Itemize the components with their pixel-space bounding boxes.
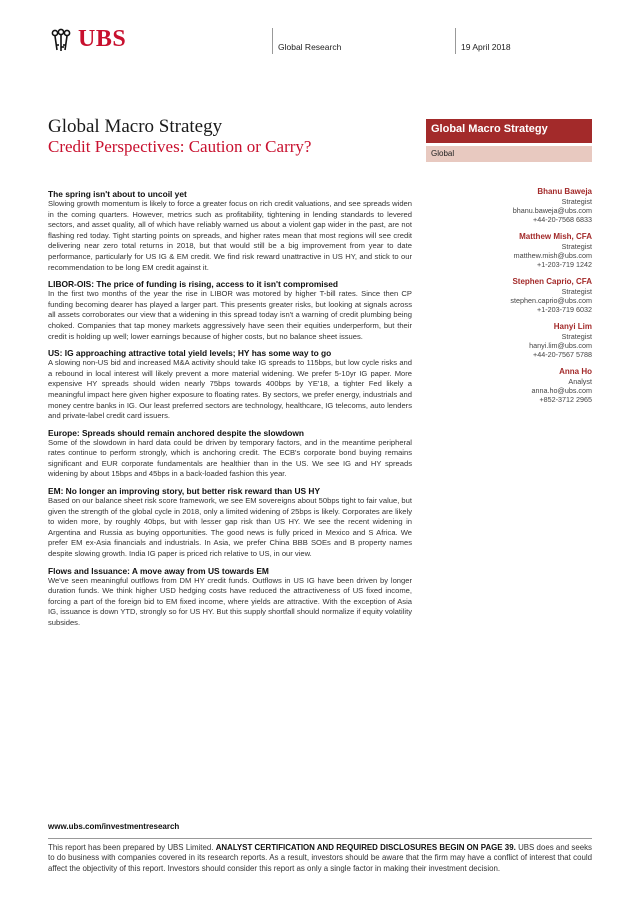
author-role: Strategist [561, 332, 592, 341]
author-card [452, 186, 592, 224]
disclaimer-bold: ANALYST CERTIFICATION AND REQUIRED DISCLOSURES BEGIN ON PAGE 39. [215, 843, 516, 852]
main-content [48, 189, 412, 635]
research-url[interactable]: www.ubs.com/investmentresearch [48, 822, 180, 831]
author-list [452, 186, 592, 411]
author-name: Bhanu Baweja [537, 187, 592, 196]
author-email[interactable]: anna.ho@ubs.com [531, 386, 592, 395]
section-heading: US: IG approaching attractive total yield levels; HY has some way to go [48, 348, 332, 359]
author-phone: +44-20-7568 6833 [533, 215, 592, 224]
keys-icon [48, 27, 74, 53]
author-email[interactable]: bhanu.baweja@ubs.com [512, 206, 592, 215]
author-phone: +852-3712 2965 [539, 395, 592, 404]
header-divider [455, 28, 456, 54]
header-date: 19 April 2018 [461, 42, 511, 52]
author-email[interactable]: matthew.mish@ubs.com [513, 251, 592, 260]
section [48, 279, 412, 342]
ubs-logo [48, 26, 126, 53]
author-phone: +1-203-719 6032 [537, 305, 592, 314]
section-heading: Flows and Issuance: A move away from US towards EM [48, 565, 269, 576]
section-body: We've seen meaningful outflows from DM HY credit funds. Outflows in US IG have been driven by longer duration funds. We think higher USD hedging costs have reduced the attractiveness of US fixed income, forcing a part of the foreign bid to EM fixed income, where yields are attractive. With the exception of Asia IG, issuance is down YTD, strongly so for US HY. But this supply shortfall should normalize if equity volatility subsides. [48, 575, 412, 627]
disclaimer [48, 843, 592, 874]
section [48, 566, 412, 629]
author-card [452, 276, 592, 314]
author-card [452, 231, 592, 269]
author-email[interactable]: stephen.caprio@ubs.com [510, 296, 592, 305]
disclaimer-rest: UBS does and seeks to do business with companies covered in its research reports. As a result, investors should be aware that the firm may have a conflict of interest that could affect the objectivity of this report. Investors should consider this report as only a single factor in making their investment decision. [48, 843, 592, 873]
section-body: In the first two months of the year the rise in LIBOR was motored by higher T-bill rates. Since then CP funding becoming dearer has played a larger part. This presents greater risks, but looking at signals across all assets corroborates our view that a widening in this spread today isn't a warning of credit plumbing being choked. Companies that tap money markets aggressively have seen their equities underperform, but their credit is holding up well; lower earnings because of higher costs, but no balance sheet issues. [48, 289, 412, 341]
section-heading: Europe: Spreads should remain anchored despite the slowdown [48, 427, 304, 438]
section-heading: LIBOR-OIS: The price of funding is rising, access to it isn't compromised [48, 279, 339, 290]
series-badge: Global Macro Strategy [426, 119, 592, 143]
section-body: Slowing growth momentum is likely to force a greater focus on rich credit valuations, and see spreads widen in the coming quarters. However, metrics such as profitability, tightening in lending standards to levered sectors, and asset quality, all of which have reliably warned us about a violent gap wider in the past, are not flashing red today. Tight starting points on spreads, and higher rates mean that most regions will see credit delivering near zero total returns in 2018, but that would still be a big improvement from year to date performance, particularly for US IG & EM credit. We find risk reward unattractive in US HY, and stick to our recommendation to be long EM credit against it. [48, 199, 412, 272]
section [48, 189, 412, 273]
author-phone: +1-203-719 1242 [537, 260, 592, 269]
section [48, 428, 412, 480]
author-card [452, 321, 592, 359]
footer-divider [48, 838, 592, 839]
section [48, 486, 412, 560]
disclaimer-lead: This report has been prepared by UBS Limited. [48, 843, 214, 852]
author-role: Strategist [561, 242, 592, 251]
author-name: Hanyi Lim [553, 322, 592, 331]
section-heading: EM: No longer an improving story, but better risk reward than US HY [48, 486, 321, 497]
header-divider [272, 28, 273, 54]
author-card [452, 366, 592, 404]
header-section: Global Research [278, 42, 342, 52]
section-body: Some of the slowdown in hard data could be driven by temporary factors, and in the meantime peripheral rates continue to perform strongly, which is anchoring credit. The ECB's corporate bond buying remains significant and EUR corporate fundamentals are healthier than in the US. We see IG and HY spreads widening by about 15bps and 45bps in a back-loaded fashion this year. [48, 437, 412, 479]
section-heading: The spring isn't about to uncoil yet [48, 189, 187, 199]
author-name: Anna Ho [559, 367, 592, 376]
region-badge: Global [426, 146, 592, 162]
section-body: Based on our balance sheet risk score framework, we see EM sovereigns about 50bps tight to fair value, but given the strength of the global cycle in 2018, only a limited widening of 25bps is likely. Corporates are likely to widen more, by roughly 40bps, but with lesser gap risk than US HY. We see the recent widening in Argentina and Russia as buying opportunities. The good news is fully priced in Mexico and S Africa. We prefer EM ex-Asia financials and industrials. In Asia, we prefer China BBB SOEs and B property names despite slowing growth. India IG paper is priced rich relative to US, in our view. [48, 496, 412, 559]
section [48, 348, 412, 422]
section-body: A slowing non-US bid and increased M&A activity should take IG spreads to 115bps, but low cycle risks and a rebound in local interest will likely prevent a more material widening. We prefer 5-10yr IG paper. More expensive HY spreads should widen nearly 75bps towards 400bps by YE'18, a tighter Fed likely a meaningful impact here given higher exposure to floating rates. By sectors, we prefer energy, industrials and money centre banks in IG. Our least preferred sectors are technology, healthcare, IG telecoms, auto lenders and private-label credit card issuers. [48, 358, 412, 421]
author-role: Strategist [561, 287, 592, 296]
author-name: Stephen Caprio, CFA [512, 277, 592, 286]
author-phone: +44-20-7567 5788 [533, 350, 592, 359]
author-role: Strategist [561, 197, 592, 206]
author-role: Analyst [568, 377, 592, 386]
author-email[interactable]: hanyi.lim@ubs.com [529, 341, 592, 350]
report-title: Global Macro Strategy [48, 116, 223, 137]
logo-text: UBS [78, 26, 127, 52]
report-subtitle: Credit Perspectives: Caution or Carry? [48, 137, 312, 156]
author-name: Matthew Mish, CFA [519, 232, 592, 241]
